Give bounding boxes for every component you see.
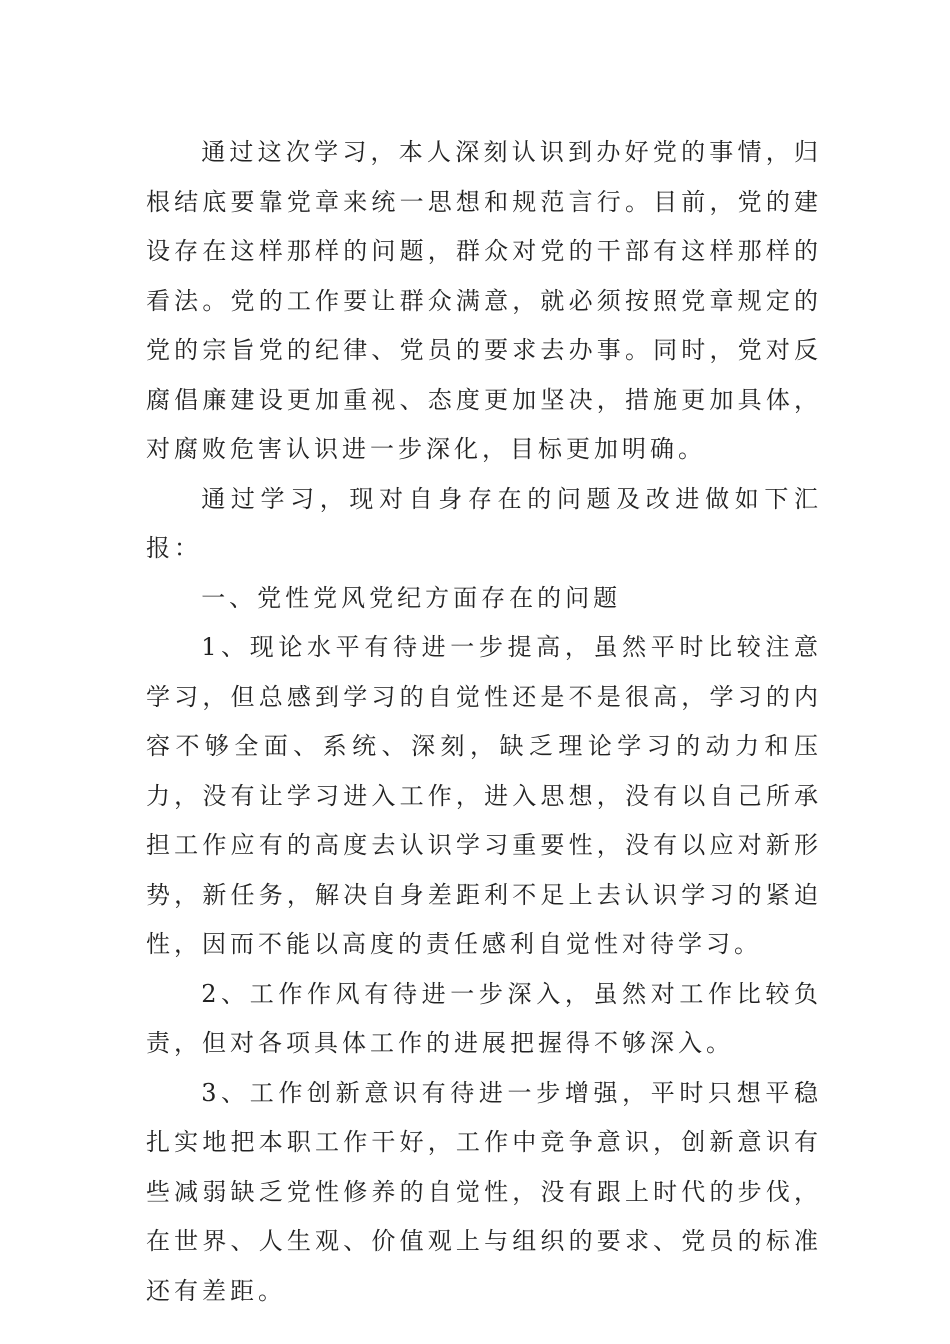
document-body (146, 128, 822, 1316)
paragraph-item-1: 1、现论水平有待进一步提高，虽然平时比较注意学习，但总感到学习的自觉性还是不是很高，学习的内容不够全面、系统、深刻，缺乏理论学习的动力和压力，没有让学习进入工作，进入思想，没有以自己所承担工作应有的高度去认识学习重要性，没有以应对新形势，新任务，解决自身差距利不足上去认识学习的紧迫性，因而不能以高度的责任感利自觉性对待学习。 (146, 633, 822, 958)
paragraph-report-lead: 通过学习，现对自身存在的问题及改进做如下汇报： (146, 484, 822, 562)
section-heading-1: 一、党性党风党纪方面存在的问题 (201, 583, 622, 612)
paragraph-intro: 通过这次学习，本人深刻认识到办好党的事情，归根结底要靠党章来统一思想和规范言行。目前，党的建设存在这样那样的问题，群众对党的干部有这样那样的看法。党的工作要让群众满意，就必须按照党章规定的党的宗旨党的纪律、党员的要求去办事。同时，党对反腐倡廉建设更加重视、态度更加坚决，措施更加具体，对腐败危害认识进一步深化，目标更加明确。 (146, 138, 822, 463)
paragraph-item-3: 3、工作创新意识有待进一步增强，平时只想平稳扎实地把本职工作干好，工作中竞争意识，创新意识有些减弱缺乏党性修养的自觉性，没有跟上时代的步伐，在世界、人生观、价值观上与组织的要求、党员的标准还有差距。 (146, 1078, 822, 1305)
paragraph-item-2: 2、工作作风有待进一步深入，虽然对工作比较负责，但对各项具体工作的进展把握得不够深入。 (146, 979, 822, 1057)
